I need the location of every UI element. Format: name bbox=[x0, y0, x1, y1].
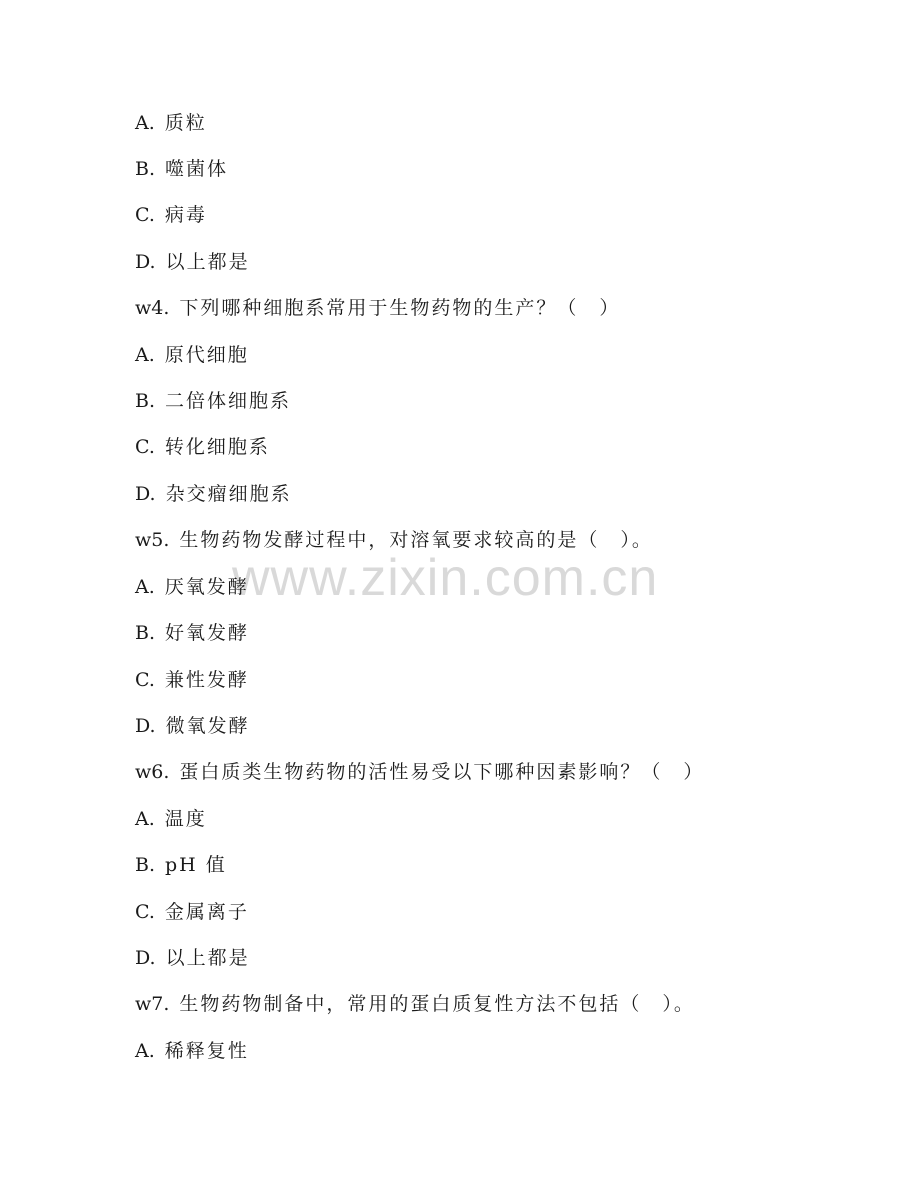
option-text: 兼性发酵 bbox=[164, 669, 249, 691]
question-number: w4. bbox=[135, 297, 170, 319]
question-text: 生物药物制备中，常用的蛋白质复性方法不包括（ ）。 bbox=[179, 993, 695, 1015]
option-line bbox=[135, 900, 249, 924]
option-label: C. bbox=[135, 436, 155, 458]
option-line bbox=[135, 714, 250, 738]
question-line bbox=[135, 296, 620, 320]
option-line bbox=[135, 946, 250, 970]
option-label: D. bbox=[135, 947, 156, 969]
option-label: A. bbox=[135, 112, 155, 134]
option-text: 转化细胞系 bbox=[164, 436, 270, 458]
option-text: 以上都是 bbox=[165, 251, 250, 273]
option-text: 原代细胞 bbox=[164, 344, 249, 366]
option-label: B. bbox=[135, 390, 156, 412]
question-line bbox=[135, 528, 653, 552]
option-label: C. bbox=[135, 901, 155, 923]
question-number: w7. bbox=[135, 993, 170, 1015]
option-text: 噬菌体 bbox=[165, 158, 229, 180]
option-text: 金属离子 bbox=[164, 901, 249, 923]
question-line bbox=[135, 760, 704, 784]
option-label: A. bbox=[135, 1040, 155, 1062]
option-line bbox=[135, 435, 270, 459]
option-text: 温度 bbox=[164, 808, 207, 830]
option-text: 病毒 bbox=[164, 204, 207, 226]
option-label: A. bbox=[135, 576, 155, 598]
question-line bbox=[135, 992, 695, 1016]
option-line bbox=[135, 482, 292, 506]
question-number: w6. bbox=[135, 761, 170, 783]
option-line bbox=[135, 1039, 249, 1063]
option-label: B. bbox=[135, 158, 156, 180]
option-text: 厌氧发酵 bbox=[164, 576, 249, 598]
option-line bbox=[135, 343, 249, 367]
option-label: A. bbox=[135, 344, 155, 366]
option-label: D. bbox=[135, 715, 156, 737]
option-label: D. bbox=[135, 251, 156, 273]
option-text: pH 值 bbox=[165, 854, 227, 876]
watermark: www.zixin.com.cn bbox=[232, 549, 659, 607]
option-line bbox=[135, 807, 207, 831]
option-line bbox=[135, 250, 250, 274]
option-text: 杂交瘤细胞系 bbox=[165, 483, 292, 505]
question-text: 下列哪种细胞系常用于生物药物的生产？（ ） bbox=[179, 297, 621, 319]
option-text: 以上都是 bbox=[165, 947, 250, 969]
option-line bbox=[135, 621, 249, 645]
option-text: 稀释复性 bbox=[164, 1040, 249, 1062]
option-label: B. bbox=[135, 854, 156, 876]
option-line bbox=[135, 111, 207, 135]
question-text: 生物药物发酵过程中，对溶氧要求较高的是（ ）。 bbox=[179, 529, 653, 551]
option-line bbox=[135, 389, 291, 413]
option-line bbox=[135, 853, 227, 877]
option-text: 微氧发酵 bbox=[165, 715, 250, 737]
question-number: w5. bbox=[135, 529, 170, 551]
option-label: C. bbox=[135, 669, 155, 691]
option-line bbox=[135, 668, 249, 692]
option-text: 质粒 bbox=[164, 112, 207, 134]
option-line bbox=[135, 157, 228, 181]
option-line bbox=[135, 575, 249, 599]
option-label: D. bbox=[135, 483, 156, 505]
option-text: 二倍体细胞系 bbox=[165, 390, 292, 412]
option-line bbox=[135, 203, 207, 227]
question-text: 蛋白质类生物药物的活性易受以下哪种因素影响？（ ） bbox=[179, 761, 705, 783]
option-label: C. bbox=[135, 204, 155, 226]
option-text: 好氧发酵 bbox=[165, 622, 250, 644]
option-label: A. bbox=[135, 808, 155, 830]
option-label: B. bbox=[135, 622, 156, 644]
